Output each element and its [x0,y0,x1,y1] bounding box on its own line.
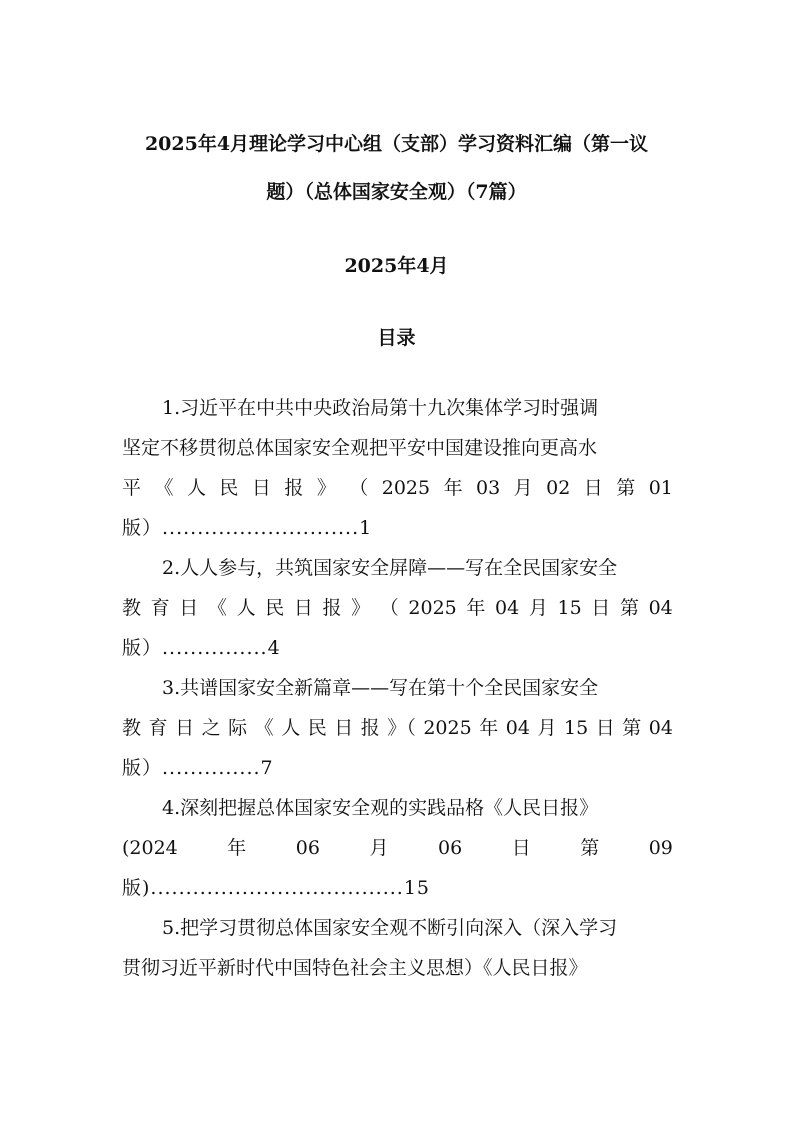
toc-token: 民 [307,717,327,739]
toc-token: 民 [265,597,285,619]
toc-token: 育 [150,597,170,619]
toc-token: 日 [334,717,354,739]
toc-token: 年 [443,477,463,499]
toc-token: 第 [580,837,600,859]
toc-entry-2-line-1[interactable]: 2.人人参与，共筑国家安全屏障——写在全民国家安全 [162,557,618,579]
toc-entry-3-line-2[interactable] [122,708,673,748]
toc-token: 日 [511,837,531,859]
toc-token: 2025 [423,717,472,739]
toc-token: 04 [648,717,673,739]
toc-token: 月 [513,477,533,499]
toc-token: 04 [505,717,530,739]
toc-token: 报 [284,477,304,499]
toc-token: 日 [179,597,199,619]
toc-token: 报 [322,597,342,619]
toc-entry-4-line-2[interactable] [122,828,673,868]
toc-token: 《 [254,717,274,739]
toc-entry-2-line-2[interactable] [122,588,673,628]
toc-token: 民 [219,477,239,499]
toc-token: 2025 [381,477,431,499]
toc-entry-3-line-3[interactable]: 版）..............7 [122,757,274,779]
toc-token: (2024 [122,837,178,859]
toc-token: 年 [466,597,486,619]
toc-token: 09 [648,837,673,859]
toc-entry-1-line-4[interactable]: 版）............................1 [122,517,373,539]
toc-token: 平 [122,477,142,499]
toc-token: 月 [528,597,548,619]
toc-token: 04 [495,597,520,619]
toc-token: 日 [293,597,313,619]
document-title-line-1: 2025年4月理论学习中心组（支部）学习资料汇编（第一议 [144,133,649,155]
toc-entry-3-line-1[interactable]: 3.共谱国家安全新篇章——写在第十个全民国家安全 [162,677,599,699]
toc-token: 育 [148,717,168,739]
toc-token: 《 [207,597,227,619]
toc-entry-4-line-3[interactable]: 版)....................................15 [122,877,431,899]
toc-token: 人 [281,717,301,739]
toc-token: 报 [360,717,380,739]
toc-token: 04 [648,597,673,619]
toc-token: 日 [175,717,195,739]
toc-entry-1-line-1[interactable]: 1.习近平在中共中央政治局第十九次集体学习时强调 [162,397,599,419]
toc-heading: 目录 [377,327,416,349]
toc-entry-5-line-2[interactable]: 贯彻习近平新时代中国特色社会主义思想）《人民日报》 [122,957,588,979]
toc-token: 人 [186,477,206,499]
toc-token: 月 [537,717,557,739]
toc-token: 15 [557,597,582,619]
toc-token: 第 [619,597,639,619]
toc-token: 2025 [408,597,457,619]
toc-token: 》（ [387,717,416,739]
toc-token: 年 [227,837,247,859]
toc-token: （ [379,597,399,619]
toc-token: 日 [591,597,611,619]
toc-token: 》 [351,597,371,619]
toc-entry-5-line-1[interactable]: 5.把学习贯彻总体国家安全观不断引向深入（深入学习 [162,917,618,939]
toc-token: 《 [154,477,174,499]
document-title-line-2: 题）（总体国家安全观）（7篇） [266,181,527,203]
toc-token: 日 [595,717,615,739]
toc-token: 人 [236,597,256,619]
toc-token: （ [349,477,369,499]
toc-token: 06 [438,837,463,859]
toc-token: 之 [201,717,221,739]
toc-token: 教 [122,717,142,739]
toc-entry-1-line-2[interactable]: 坚定不移贯彻总体国家安全观把平安中国建设推向更高水 [122,437,598,459]
toc-token: 01 [648,477,673,499]
toc-token: 15 [563,717,589,739]
toc-token: 06 [295,837,320,859]
toc-entry-1-line-3[interactable] [122,468,673,508]
toc-token: 03 [476,477,501,499]
toc-entry-2-line-3[interactable]: 版）...............4 [122,637,281,659]
toc-entry-4-line-1[interactable]: 4.深刻把握总体国家安全观的实践品格《人民日报》 [162,797,599,819]
document-date: 2025年4月 [344,255,449,277]
toc-token: 第 [622,717,642,739]
toc-token: 》 [316,477,336,499]
toc-token: 际 [228,717,248,739]
table-of-contents [122,388,673,988]
toc-token: 日 [251,477,271,499]
toc-token: 第 [616,477,636,499]
toc-token: 日 [583,477,603,499]
toc-token: 月 [369,837,389,859]
toc-token: 02 [546,477,571,499]
toc-token: 年 [479,717,499,739]
toc-token: 教 [122,597,142,619]
